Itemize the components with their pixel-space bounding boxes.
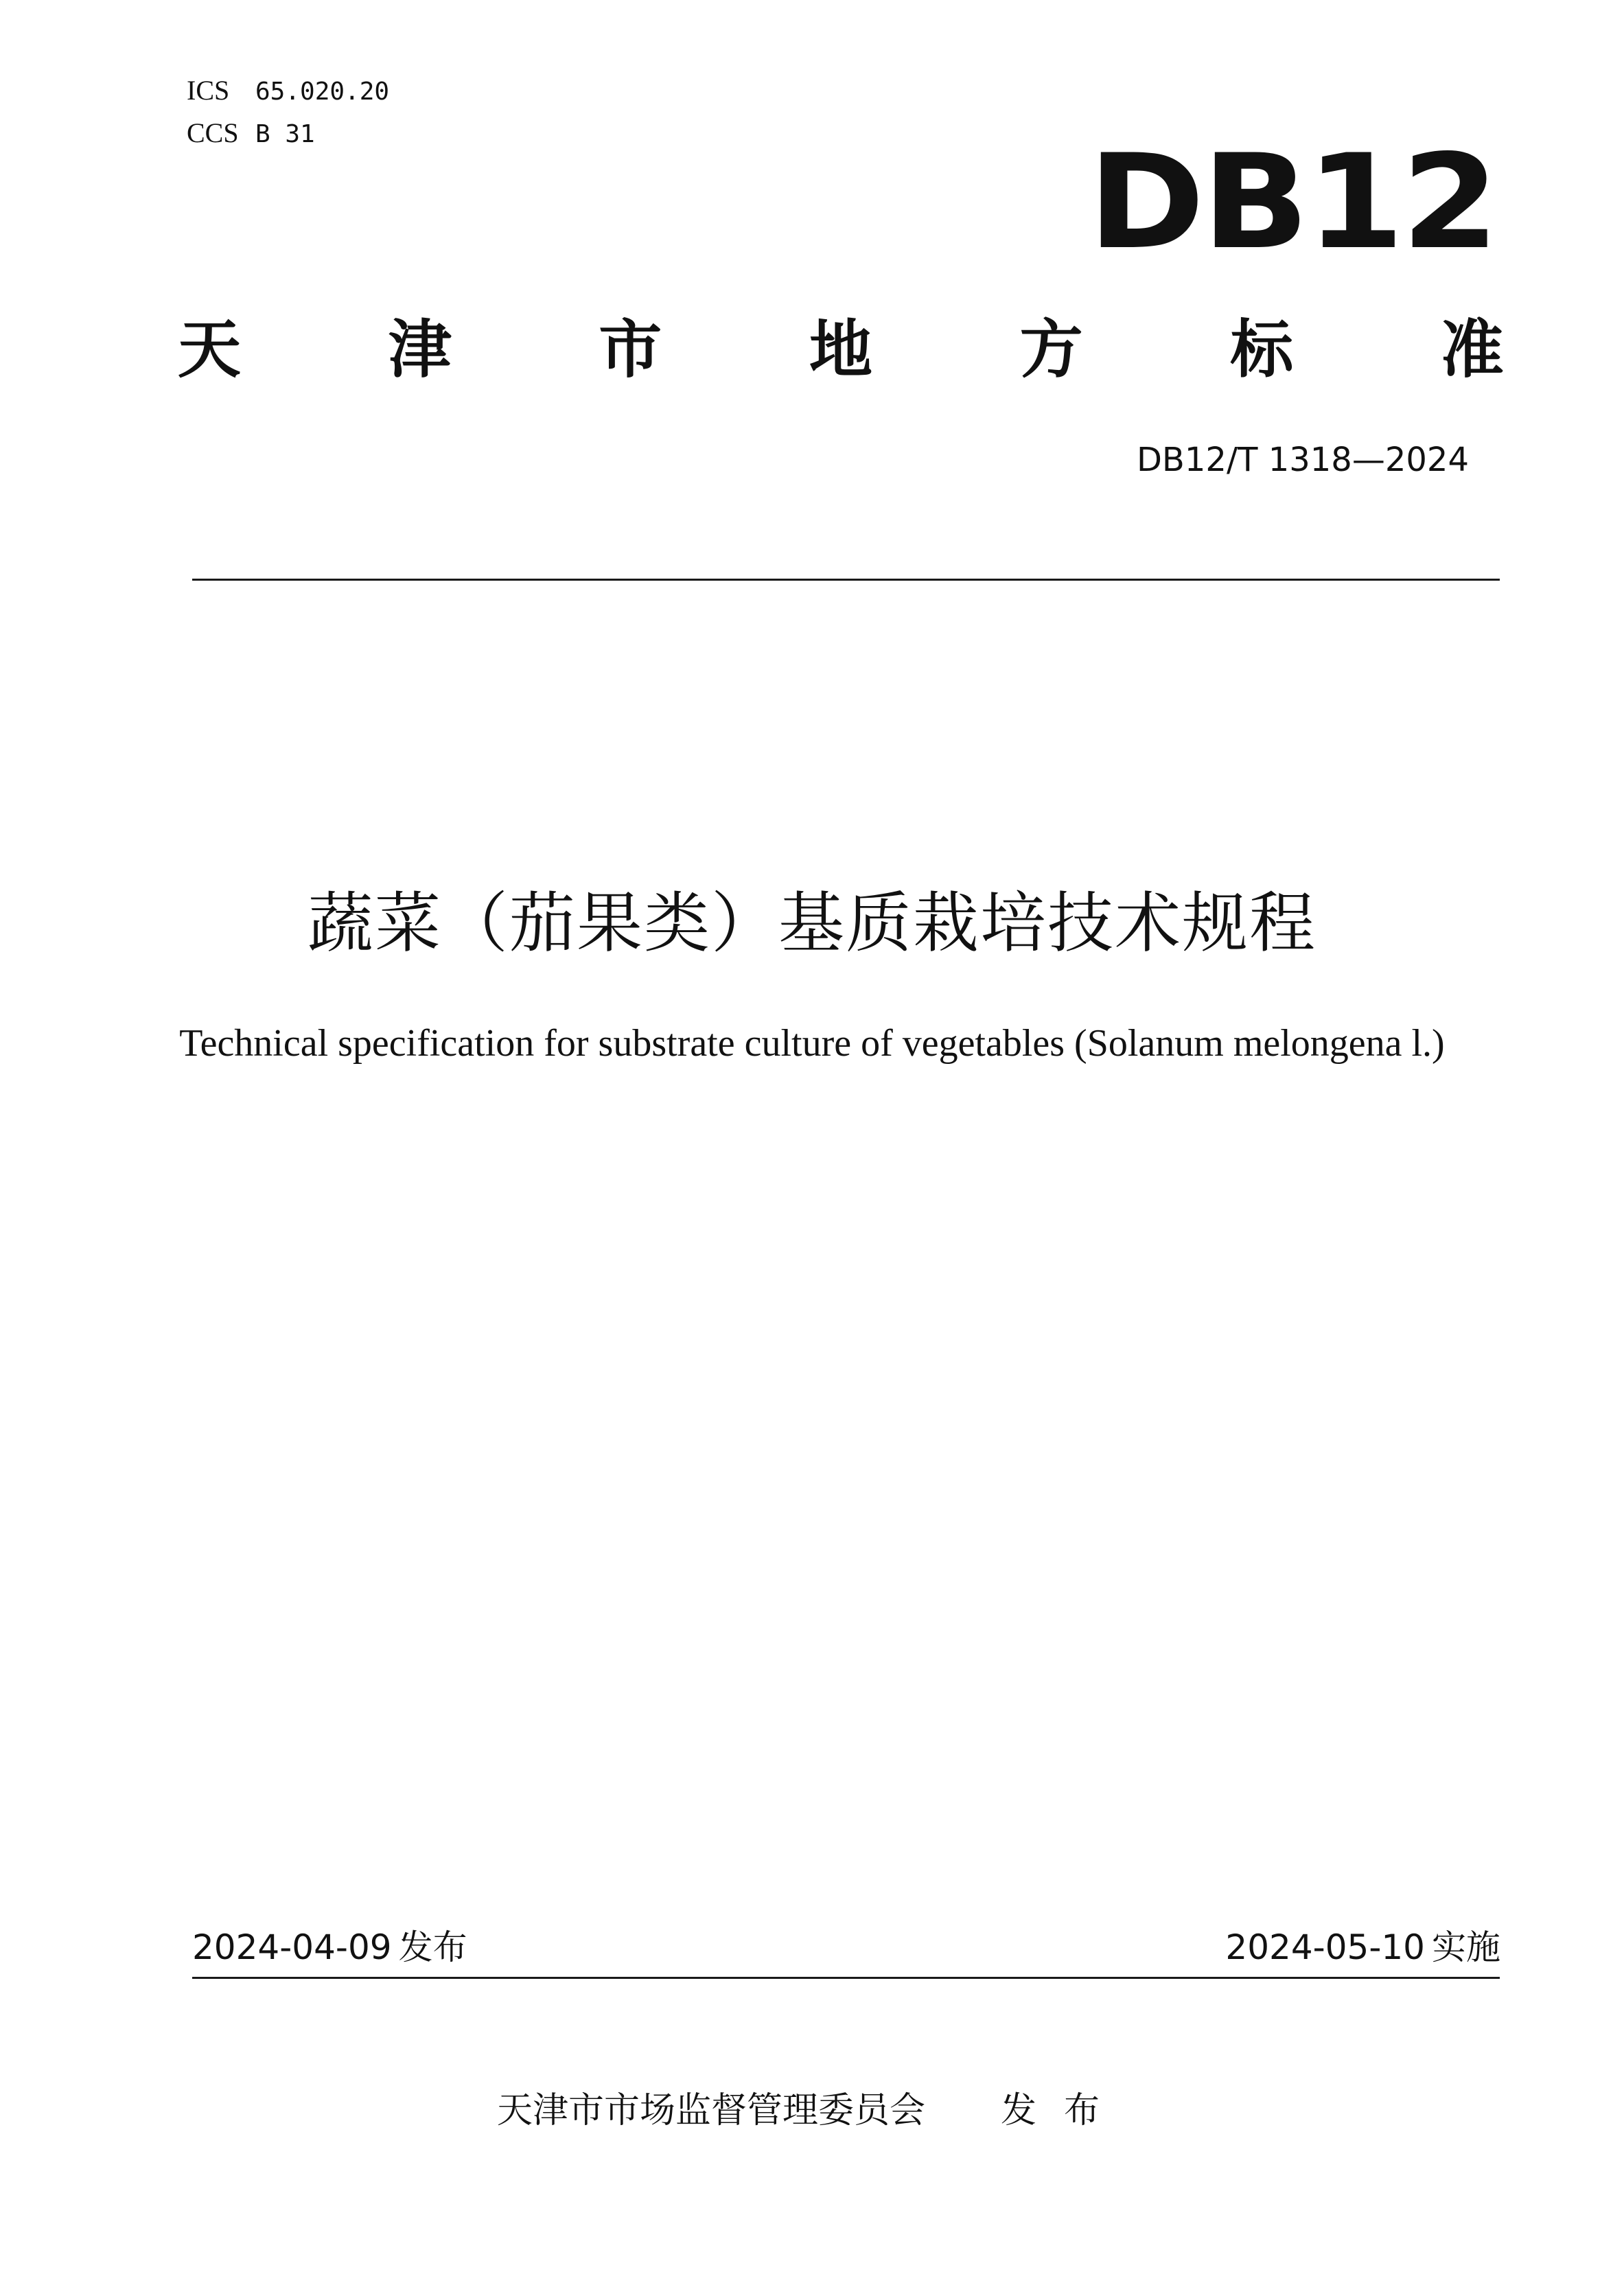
title-english: Technical specification for substrate culture of vegetables (Solanum melongena l.) — [179, 1022, 1445, 1065]
publisher-line — [0, 2087, 1624, 2135]
publisher-action: 发布 — [1001, 2090, 1128, 2131]
implement-date-line — [1225, 1925, 1500, 1969]
ics-label: ICS — [187, 75, 230, 106]
standard-type-char: 市 — [599, 313, 662, 386]
standard-type-char: 天 — [177, 313, 241, 386]
implement-label: 实施 — [1432, 1927, 1500, 1967]
ics-code — [187, 74, 389, 110]
publisher-name: 天津市市场监督管理委员会 — [496, 2090, 925, 2131]
standard-type-char: 标 — [1230, 313, 1294, 386]
top-divider — [192, 579, 1500, 581]
standard-type-char: 地 — [809, 313, 872, 386]
standard-type-char: 津 — [388, 313, 452, 386]
ics-value: 65.020.20 — [255, 78, 390, 106]
ccs-value: B 31 — [255, 120, 315, 148]
ccs-code — [187, 117, 315, 152]
standard-mark-logo: DB12 — [1088, 126, 1497, 278]
ccs-label: CCS — [187, 117, 239, 148]
title-chinese: 蔬菜（茄果类）基质栽培技术规程 — [308, 885, 1316, 962]
release-label: 发布 — [398, 1927, 467, 1967]
release-date-line — [192, 1925, 467, 1969]
standard-type-char: 方 — [1019, 313, 1083, 386]
standard-type-char: 准 — [1440, 313, 1504, 386]
standard-type-heading — [172, 312, 1510, 388]
implement-date: 2024-05-10 — [1225, 1927, 1425, 1967]
bottom-divider — [192, 1977, 1500, 1979]
release-date: 2024-04-09 — [192, 1927, 392, 1967]
standard-number: DB12/T 1318—2024 — [1136, 441, 1469, 479]
